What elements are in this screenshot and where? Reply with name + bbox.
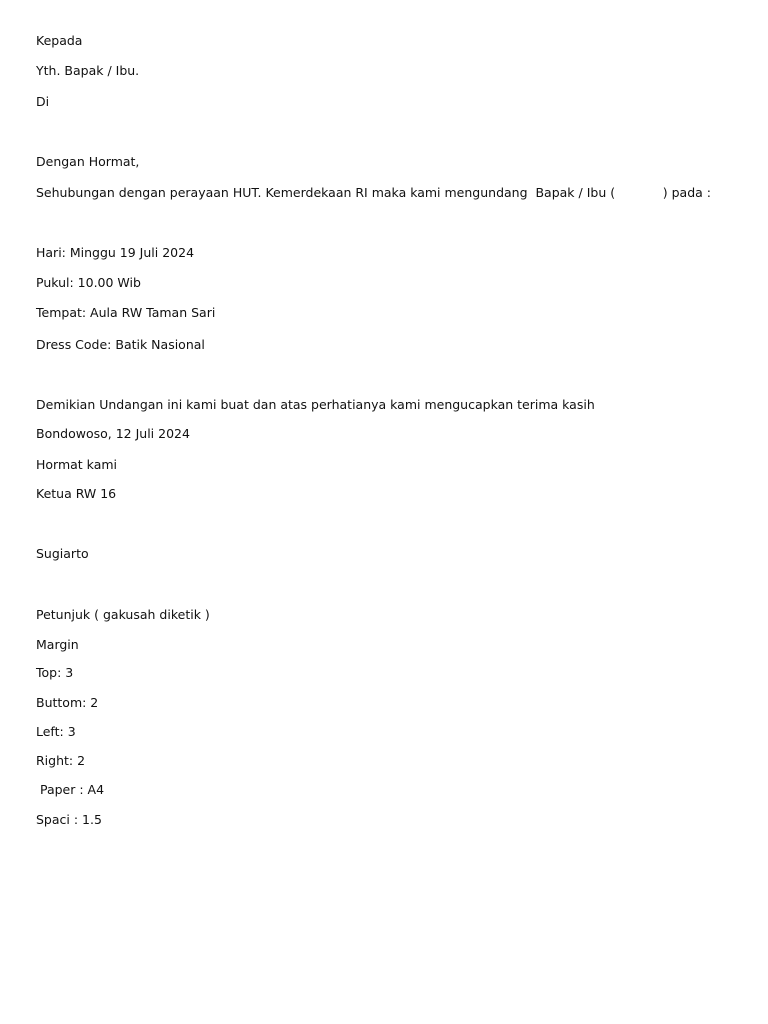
event-place: Tempat: Aula RW Taman Sari	[36, 305, 216, 320]
margin-label: Margin	[36, 637, 79, 652]
place-date: Bondowoso, 12 Juli 2024	[36, 426, 190, 441]
regards: Hormat kami	[36, 457, 118, 472]
opening-paragraph: Sehubungan dengan perayaan HUT. Kemerdekaan RI maka kami mengundang Bapak / Ibu ( ) pada :	[36, 185, 711, 200]
location-line: Di	[36, 94, 50, 109]
salutation: Dengan Hormat,	[36, 154, 140, 169]
margin-bottom: Buttom: 2	[36, 695, 99, 710]
signatory-position: Ketua RW 16	[36, 486, 117, 501]
paper-size: Paper : A4	[36, 782, 105, 797]
margin-top: Top: 3	[36, 665, 74, 680]
event-dress-code: Dress Code: Batik Nasional	[36, 337, 205, 352]
line-spacing: Spaci : 1.5	[36, 812, 102, 827]
instructions-title: Petunjuk ( gakusah diketik )	[36, 607, 210, 622]
event-time: Pukul: 10.00 Wib	[36, 275, 141, 290]
margin-left: Left: 3	[36, 724, 76, 739]
recipient-label: Kepada	[36, 33, 83, 48]
signatory-name: Sugiarto	[36, 546, 89, 561]
event-day: Hari: Minggu 19 Juli 2024	[36, 245, 195, 260]
closing-paragraph: Demikian Undangan ini kami buat dan atas perhatianya kami mengucapkan terima kasih	[36, 397, 595, 412]
margin-right: Right: 2	[36, 753, 86, 768]
addressee-line: Yth. Bapak / Ibu.	[36, 63, 140, 78]
